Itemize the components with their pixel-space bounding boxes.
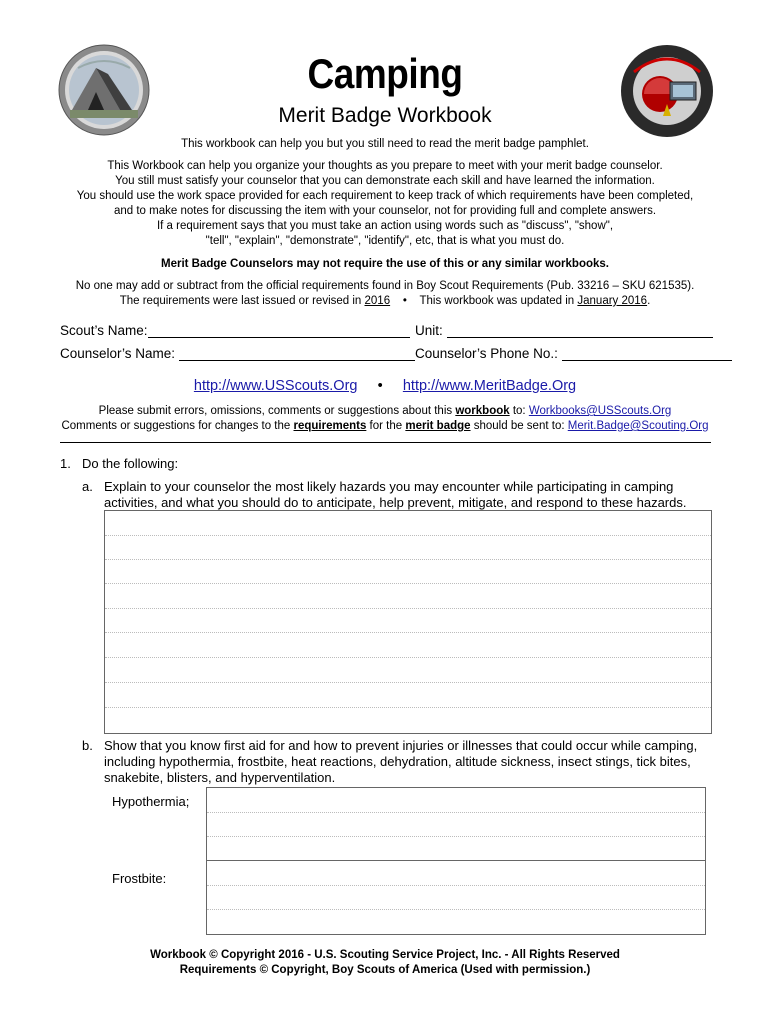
intro-paragraph-line: This Workbook can help you organize your thoughts as you prepare to meet with your merit badge counselor. <box>107 160 663 172</box>
period: . <box>647 295 651 307</box>
first-aid-answer-table[interactable] <box>206 787 706 935</box>
bullet: • <box>402 295 407 307</box>
page-title: Camping <box>307 50 463 97</box>
ruled-line <box>105 682 711 683</box>
counselor-phone-line[interactable] <box>562 346 732 361</box>
submit-line-1 <box>0 404 770 419</box>
updated-date: January 2016 <box>577 295 648 307</box>
footer-copyright-1: Workbook © Copyright 2016 - U.S. Scouting Service Project, Inc. - All Rights Reserved <box>150 949 620 961</box>
submit-bold: workbook <box>455 405 510 417</box>
ruled-line <box>207 909 705 910</box>
submit-text: Please submit errors, omissions, comments or suggestions about this <box>98 405 456 417</box>
intro-line: This workbook can help you but you still need to read the merit badge pamphlet. <box>181 138 589 150</box>
requirement-1a-text: Explain to your counselor the most likely hazards you may encounter while participating in camping activities, and what you should do to anticipate, help prevent, mitigate, and respond to these hazards. <box>104 479 687 510</box>
scout-name-label: Scout’s Name: <box>60 323 148 338</box>
requirement-1a-letter: a. <box>82 479 93 494</box>
counselor-name-line[interactable] <box>179 346 415 361</box>
submit-bold: merit badge <box>405 420 471 432</box>
submit-line-2 <box>0 419 770 434</box>
scout-name-field[interactable] <box>60 323 410 338</box>
ruled-line <box>105 657 711 658</box>
updated-prefix: This workbook was updated in <box>419 295 578 307</box>
requirement-1-number: 1. <box>60 456 71 471</box>
ruled-line <box>105 707 711 708</box>
usscouts-link[interactable]: http://www.USScouts.Org <box>193 378 358 394</box>
counselor-notice: Merit Badge Counselors may not require the use of this or any similar workbooks. <box>161 258 609 270</box>
ruled-line <box>105 583 711 584</box>
intro-paragraph-line: "tell", "explain", "demonstrate", "identify", etc, that is what you must do. <box>205 235 565 247</box>
submit-text: to: <box>509 405 529 417</box>
requirement-1a-answer-box[interactable] <box>104 510 712 734</box>
hypothermia-label: Hypothermia; <box>112 794 190 809</box>
submit-bold: requirements <box>293 420 367 432</box>
footer-copyright-2: Requirements © Copyright, Boy Scouts of America (Used with permission.) <box>179 964 591 976</box>
ruled-line <box>105 608 711 609</box>
unit-line[interactable] <box>447 323 713 338</box>
frostbite-label: Frostbite: <box>112 871 167 886</box>
ruled-line <box>207 812 705 813</box>
counselor-name-field[interactable] <box>60 346 415 361</box>
submit-text: Comments or suggestions for changes to the <box>61 420 294 432</box>
workbooks-email-link[interactable]: Workbooks@USScouts.Org <box>528 405 672 417</box>
section-divider <box>60 442 711 443</box>
ruled-line <box>105 535 711 536</box>
requirement-1-text: Do the following: <box>82 456 179 471</box>
revised-prefix: The requirements were last issued or revised in <box>119 295 365 307</box>
submit-text: for the <box>366 420 406 432</box>
unit-field[interactable] <box>415 323 713 338</box>
ruled-line <box>207 885 705 886</box>
submit-text: should be sent to: <box>470 420 568 432</box>
ruled-line <box>105 559 711 560</box>
scout-name-line[interactable] <box>148 323 410 338</box>
meritbadge-link[interactable]: http://www.MeritBadge.Org <box>402 378 577 394</box>
counselor-phone-field[interactable] <box>415 346 732 361</box>
page-subtitle: Merit Badge Workbook <box>278 104 492 127</box>
counselor-name-label: Counselor’s Name: <box>60 346 176 361</box>
intro-paragraph-line: You still must satisfy your counselor that you can demonstrate each skill and have learned the information. <box>115 175 655 187</box>
intro-paragraph <box>0 159 770 249</box>
revision-line <box>0 294 770 309</box>
official-requirements-line: No one may add or subtract from the official requirements found in Boy Scout Requirements (Pub. 33216 – SKU 621535). <box>75 280 695 292</box>
intro-paragraph-line: If a requirement says that you must take an action using words such as "discuss", "show", <box>156 220 614 232</box>
intro-paragraph-line: You should use the work space provided for each requirement to keep track of which requirements have been completed, <box>76 190 694 202</box>
revised-year: 2016 <box>364 295 391 307</box>
counselor-phone-label: Counselor’s Phone No.: <box>415 346 558 361</box>
requirement-1b-text: Show that you know first aid for and how to prevent injuries or illnesses that could occur while camping, including hypothermia, frostbite, heat reactions, dehydration, altitude sickness, insect stings, tick bites, snakebite, blisters, and hyperventilation. <box>104 738 698 785</box>
merit-badge-email-link[interactable]: Merit.Badge@Scouting.Org <box>567 420 709 432</box>
row-divider <box>207 860 705 861</box>
ruled-line <box>207 836 705 837</box>
link-separator: • <box>377 378 383 394</box>
unit-label: Unit: <box>415 323 443 338</box>
ruled-line <box>105 632 711 633</box>
intro-paragraph-line: and to make notes for discussing the item with your counselor, not for providing full and complete answers. <box>113 205 657 217</box>
requirement-1b-letter: b. <box>82 738 93 753</box>
website-links <box>0 378 770 394</box>
